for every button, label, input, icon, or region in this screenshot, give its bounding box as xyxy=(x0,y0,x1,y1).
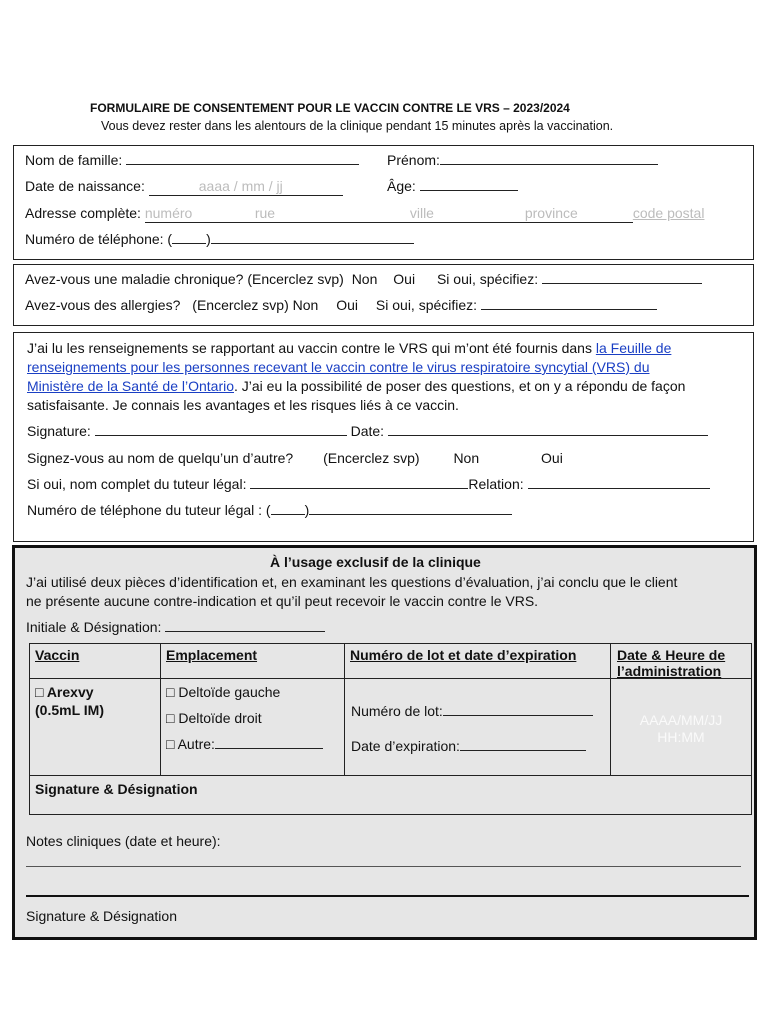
last-name-label: Nom de famille: xyxy=(25,152,123,168)
table-signature-row[interactable] xyxy=(29,775,752,815)
last-name-field[interactable] xyxy=(126,164,359,165)
sign-other-yes-option[interactable]: Oui xyxy=(541,450,563,466)
age-label: Âge: xyxy=(387,178,416,194)
chronic-yes-option[interactable]: Oui xyxy=(393,271,416,287)
clinic-heading: À l’usage exclusif de la clinique xyxy=(270,554,481,570)
first-name-field[interactable] xyxy=(440,164,658,165)
col-header-lot: Numéro de lot et date d’expiration xyxy=(344,643,611,679)
lot-number-label: Numéro de lot: xyxy=(351,703,443,719)
phone-paren: ) xyxy=(206,231,211,247)
allergy-question: Avez-vous des allergies? xyxy=(25,297,181,313)
phone-label: Numéro de téléphone: ( xyxy=(25,231,173,247)
clinic-text-2: ne présente aucune contre-indication et qu’il peut recevoir le vaccin contre le VRS. xyxy=(26,593,539,609)
consent-text-2: . J’ai eu la possibilité de poser des questions, et on y a répondu de façon xyxy=(234,378,686,394)
col-header-date: Date & Heure de l’administration xyxy=(610,643,752,679)
chronic-specify-field[interactable] xyxy=(542,283,702,284)
bottom-signature-label: Signature & Désignation xyxy=(26,908,177,924)
clinical-notes-label: Notes cliniques (date et heure): xyxy=(26,833,221,849)
guardian-phone-area-field[interactable] xyxy=(271,514,305,515)
clinic-text-1: J’ai utilisé deux pièces d’identification et, en examinant les questions d’évaluation, j’ai conclu que le client xyxy=(26,574,678,590)
address-number-field[interactable]: numéro xyxy=(145,205,255,223)
chronic-no-option[interactable]: Non xyxy=(351,271,378,287)
lot-cell xyxy=(344,678,611,776)
address-street-field[interactable]: rue xyxy=(255,205,410,223)
allergy-yes-option[interactable]: Oui xyxy=(336,297,359,313)
relation-label: Relation: xyxy=(468,476,524,492)
right-deltoid-checkbox[interactable]: □ Deltoïde droit xyxy=(166,710,262,726)
chronic-specify-label: Si oui, spécifiez: xyxy=(436,271,539,287)
initial-designation-field[interactable] xyxy=(165,631,325,632)
allergy-circle-hint: (Encerclez svp) xyxy=(192,297,289,313)
guardian-name-field[interactable] xyxy=(250,488,468,489)
address-postal-field[interactable]: code postal xyxy=(632,205,705,221)
sign-other-circle-hint: (Encerclez svp) xyxy=(323,450,420,466)
sign-for-other-question: Signez-vous au nom de quelqu’un d’autre? xyxy=(27,450,294,466)
form-title: FORMULAIRE DE CONSENTEMENT POUR LE VACCIN CONTRE LE VRS – 2023/2024 xyxy=(90,101,570,115)
form-subtitle: Vous devez rester dans les alentours de la clinique pendant 15 minutes après la vaccination. xyxy=(101,119,614,133)
phone-area-field[interactable] xyxy=(172,243,206,244)
expiry-label: Date d’expiration: xyxy=(351,738,460,754)
address-label: Adresse complète: xyxy=(25,205,141,221)
allergy-no-option[interactable]: Non xyxy=(292,297,319,313)
chronic-question: Avez-vous une maladie chronique? (Encerclez svp) xyxy=(25,271,344,287)
signature-field[interactable] xyxy=(95,435,347,436)
vaccine-table xyxy=(29,643,752,815)
dose-label: (0.5mL IM) xyxy=(35,702,104,718)
info-sheet-link[interactable]: la Feuille de xyxy=(595,340,672,356)
ministry-link[interactable]: Ministère de la Santé de l’Ontario xyxy=(27,378,234,394)
address-province-field[interactable]: province xyxy=(525,205,633,223)
lot-number-field[interactable] xyxy=(443,715,593,716)
signature-label: Signature: xyxy=(27,423,91,439)
notes-divider xyxy=(26,895,749,897)
arexvy-checkbox[interactable]: □ Arexvy xyxy=(35,684,94,700)
guardian-name-label: Si oui, nom complet du tuteur légal: xyxy=(27,476,247,492)
admin-date-placeholder: AAAA/MM/JJ xyxy=(639,712,723,728)
admin-time-placeholder: HH:MM xyxy=(657,729,705,745)
guardian-phone-paren: ) xyxy=(304,502,310,518)
dob-field[interactable]: aaaa / mm / jj xyxy=(149,178,343,196)
date-label: Date: xyxy=(350,423,385,439)
guardian-phone-label: Numéro de téléphone du tuteur légal : ( xyxy=(27,502,271,518)
expiry-field[interactable] xyxy=(460,750,586,751)
consent-text-1: J’ai lu les renseignements se rapportant au vaccin contre le VRS qui m’ont été fournis dans xyxy=(27,340,592,356)
info-sheet-link-cont[interactable]: renseignements pour les personnes recevant le vaccin contre le virus respiratoire syncytial (VRS) du xyxy=(27,359,650,375)
address-city-field[interactable]: ville xyxy=(410,205,525,223)
allergy-specify-label: Si oui, spécifiez: xyxy=(375,297,478,313)
phone-field[interactable] xyxy=(211,243,414,244)
clinic-use-section xyxy=(12,545,757,940)
dob-label: Date de naissance: xyxy=(25,178,145,194)
date-field[interactable] xyxy=(388,435,708,436)
guardian-phone-field[interactable] xyxy=(309,514,512,515)
address-row xyxy=(25,205,704,223)
consent-text-3: satisfaisante. Je connais les avantages et les risques liés à ce vaccin. xyxy=(27,397,459,413)
vaccine-cell xyxy=(29,678,161,776)
left-deltoid-checkbox[interactable]: □ Deltoïde gauche xyxy=(166,684,281,700)
clinical-notes-line[interactable] xyxy=(26,866,741,867)
health-section xyxy=(13,264,754,326)
sign-other-no-option[interactable]: Non xyxy=(453,450,480,466)
patient-info-section xyxy=(13,145,754,260)
consent-section xyxy=(13,332,754,542)
col-header-site: Emplacement xyxy=(160,643,345,679)
allergy-specify-field[interactable] xyxy=(481,309,657,310)
first-name-label: Prénom: xyxy=(387,152,440,168)
age-field[interactable] xyxy=(420,190,518,191)
admin-date-cell[interactable] xyxy=(610,678,752,776)
table-signature-label: Signature & Désignation xyxy=(35,781,198,797)
relation-field[interactable] xyxy=(528,488,710,489)
other-site-checkbox[interactable]: □ Autre: xyxy=(166,736,215,752)
initial-designation-label: Initiale & Désignation: xyxy=(26,619,162,635)
site-cell xyxy=(160,678,345,776)
other-site-field[interactable] xyxy=(215,748,323,749)
col-header-vaccine: Vaccin xyxy=(29,643,161,679)
